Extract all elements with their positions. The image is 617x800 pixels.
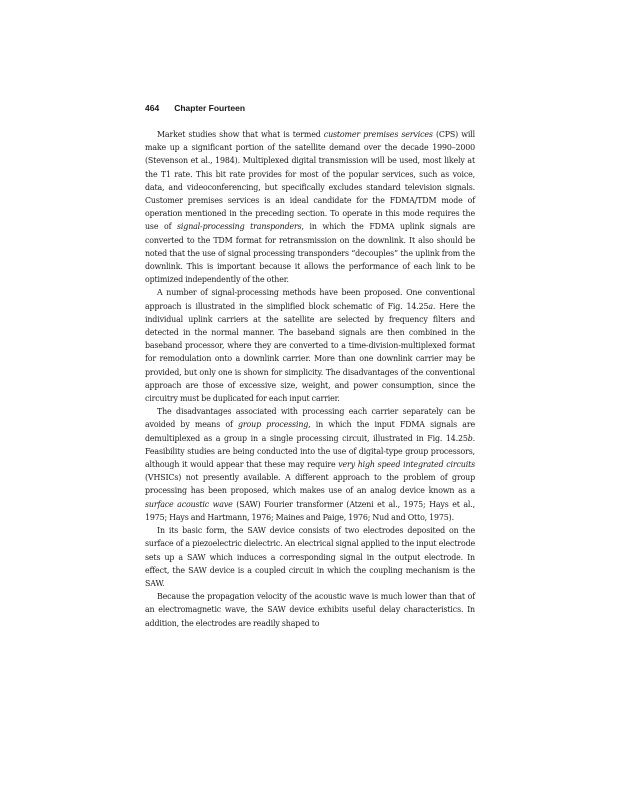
text-run: The disadvantages associated with processing each carrier separately can be avoided by means of bbox=[145, 407, 475, 430]
paragraph bbox=[145, 590, 475, 630]
italic-term: very high speed integrated circuits bbox=[338, 460, 475, 470]
text-run: (VHSICs) not presently available. A different approach to the problem of group processing has been proposed, which makes use of an analog device known as a bbox=[145, 473, 475, 496]
text-run: . Feasibility studies are being conducted into the use of digital-type group processors, although it would appear that these may require bbox=[145, 433, 475, 470]
text-run: , in which the input FDMA signals are demultiplexed as a group in a single processing circuit, illustrated in Fig. 14.25 bbox=[145, 420, 475, 443]
italic-term: a bbox=[428, 301, 433, 311]
text-run: (CPS) will make up a significant portion of the satellite demand over the decade 1990–2000 (Stevenson et al., 1984). Multiplexed digital transmission will be used, most likely at the T1 rate. This bit rate provides for most of the popular services, such as voice, data, and videoconferencing, but specifically excludes standard television signals. Customer premises services is an ideal candidate for the FDMA/TDM mode of operation mentioned in the preceding section. To operate in this mode requires the use of bbox=[145, 130, 475, 232]
text-run: (SAW) Fourier transformer (Atzeni et al., 1975; Hays et al., 1975; Hays and Hartmann, 1976; Maines and Paige, 1976; Nud and Otto, 1975). bbox=[145, 499, 476, 522]
text-run: In its basic form, the SAW device consists of two electrodes deposited on the surface of a piezoelectric dielectric. An electrical signal applied to the input electrode sets up a SAW which induces a corresponding signal in the output electrode. In effect, the SAW device is a coupled circuit in which the coupling mechanism is the SAW. bbox=[145, 526, 475, 588]
chapter-title: Chapter Fourteen bbox=[174, 103, 246, 113]
book-page bbox=[145, 103, 475, 630]
paragraph bbox=[145, 128, 475, 286]
paragraph bbox=[145, 524, 475, 590]
paragraph bbox=[145, 286, 475, 405]
italic-term: group processing bbox=[238, 420, 309, 430]
italic-term: b bbox=[467, 433, 473, 443]
italic-term: surface acoustic wave bbox=[145, 499, 233, 509]
italic-term: customer premises services bbox=[323, 130, 433, 139]
paragraph bbox=[145, 405, 475, 524]
text-run: . Here the individual uplink carriers at the satellite are selected by frequency filters and detected in the normal manner. The baseband signals are then combined in the baseband processor, where they are converted to a time-division-multiplexed format for remodulation onto a downlink carrier. More than one downlink carrier may be provided, but only one is shown for simplicity. The disadvantages of the conventional approach are those of excessive size, weight, and power consumption, since the circuitry must be duplicated for each input carrier. bbox=[145, 301, 475, 404]
text-run: A number of signal-processing methods have been proposed. One conventional approach is illustrated in the simplified block schematic of Fig. 14.25 bbox=[145, 288, 475, 311]
text-run: Market studies show that what is termed bbox=[157, 130, 324, 139]
text-run: , in which the FDMA uplink signals are converted to the TDM format for retransmission on the downlink. It also should be noted that the use of signal processing transponders “decouples” the uplink from the downlink. This is important because it allows the performance of each link to be optimized independently of the other. bbox=[145, 222, 476, 285]
text-run: Because the propagation velocity of the acoustic wave is much lower than that of an electromagnetic wave, the SAW device exhibits useful delay characteristics. In addition, the electrodes are readily shaped to bbox=[145, 592, 475, 628]
italic-term: signal-processing transponders bbox=[177, 222, 302, 232]
page-number: 464 bbox=[145, 103, 160, 113]
running-head bbox=[145, 103, 475, 114]
body-text bbox=[145, 128, 475, 630]
